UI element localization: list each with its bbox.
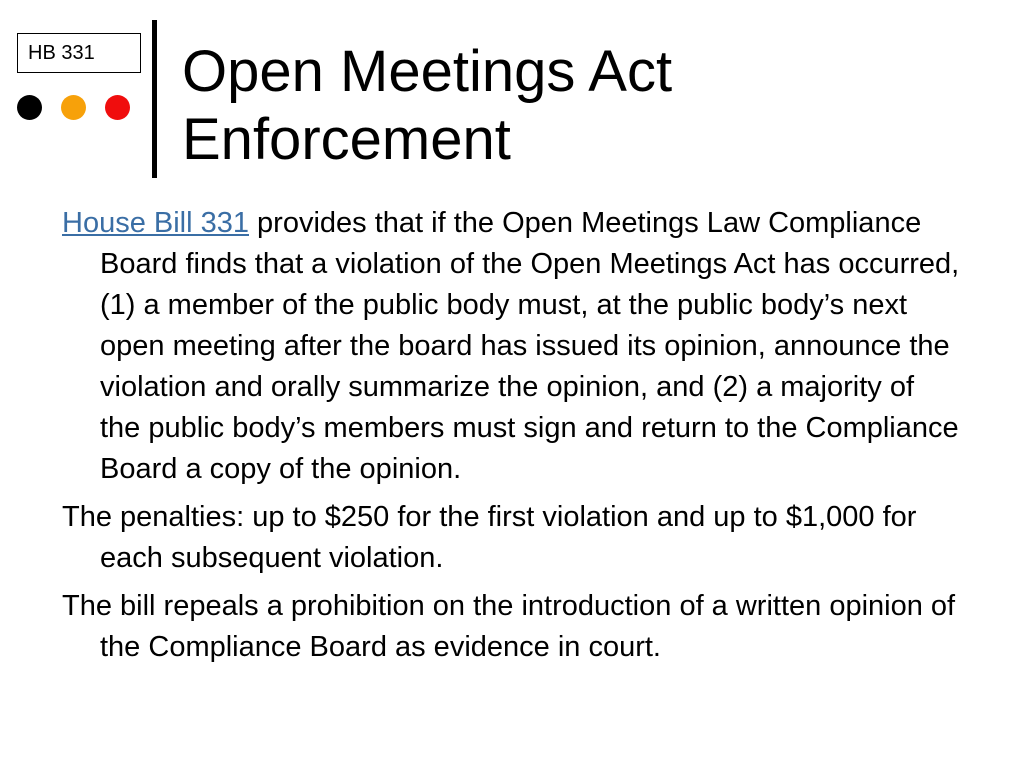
orange-dot-icon <box>61 95 86 120</box>
black-dot-icon <box>17 95 42 120</box>
slide-body <box>62 203 962 675</box>
slide-title <box>182 38 672 174</box>
title-divider <box>152 20 157 178</box>
house-bill-331-link[interactable]: House Bill 331 <box>62 207 249 239</box>
paragraph-penalties: The penalties: up to $250 for the first violation and up to $1,000 for each subsequent violation. <box>62 501 917 574</box>
title-line-2: Enforcement <box>182 107 511 172</box>
title-line-1: Open Meetings Act <box>182 39 673 104</box>
paragraph-repeal: The bill repeals a prohibition on the introduction of a written opinion of the Compliance Board as evidence in court. <box>62 590 956 663</box>
provisions-text: provides that if the Open Meetings Law Compliance Board finds that a violation of the Open Meetings Act has occurred, (1) a member of the public body must, at the public body’s next open meeting after the board has issued its opinion, announce the violation and orally summarize the opinion, and (2) a majority of the public body’s members must sign and return to the Compliance Board a copy of the opinion. <box>100 207 960 485</box>
paragraph-provisions <box>62 203 962 490</box>
bill-number-label: HB 331 <box>17 33 141 73</box>
red-dot-icon <box>105 95 130 120</box>
